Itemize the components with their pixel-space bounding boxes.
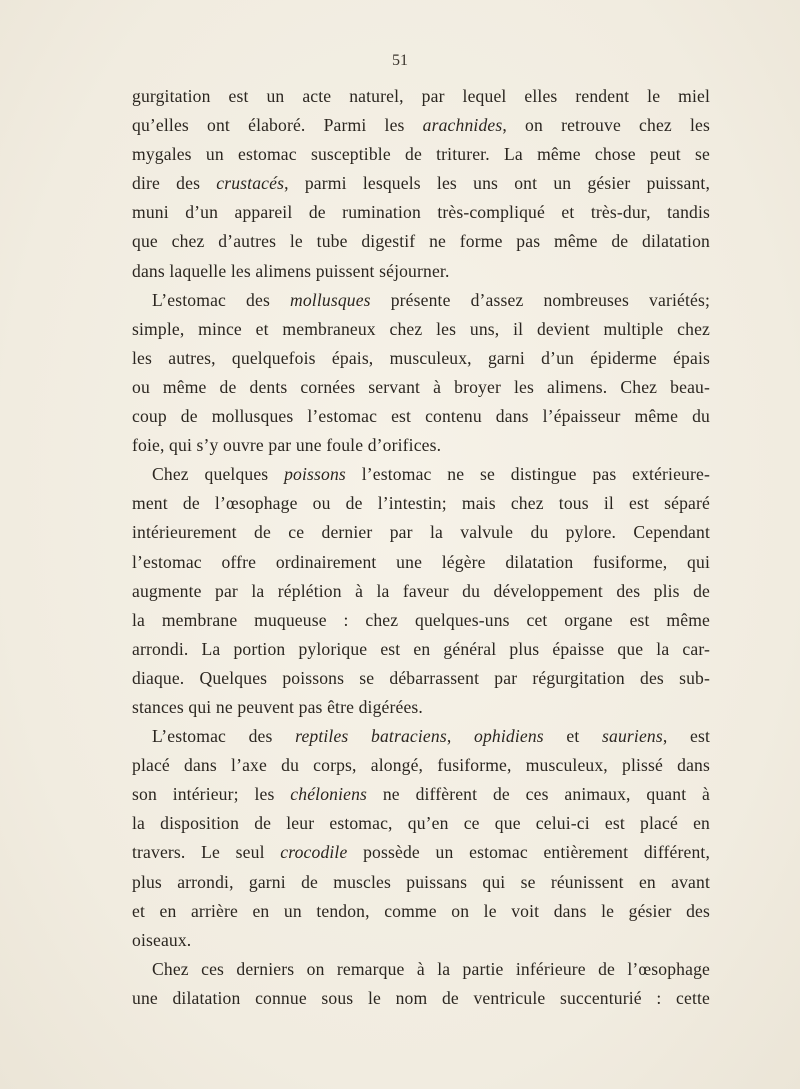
paragraph <box>132 722 710 955</box>
text-line: que chez d’autres le tube digestif ne forme pas même de dilatation <box>132 231 710 252</box>
text-line: dire des crustacés, parmi lesquels les uns ont un gésier puissant, <box>132 173 710 194</box>
text-line: intérieurement de ce dernier par la valvule du pylore. Cependant <box>132 522 710 543</box>
text-line: placé dans l’axe du corps, alongé, fusiforme, musculeux, plissé dans <box>132 755 710 776</box>
paragraph <box>132 82 710 286</box>
paragraph <box>132 955 710 1013</box>
text-line: oiseaux. <box>132 929 192 950</box>
text-line: muni d’un appareil de rumination très-compliqué et très-dur, tandis <box>132 202 710 223</box>
italic-term: chéloniens <box>290 784 368 805</box>
text-line: mygales un estomac susceptible de triturer. La même chose peut se <box>132 144 710 165</box>
text-line: ment de l’œsophage ou de l’intestin; mais chez tous il est séparé <box>132 493 710 514</box>
text-line: L’estomac des mollusques présente d’assez nombreuses variétés; <box>152 289 711 310</box>
italic-term: ophidiens <box>474 726 544 747</box>
italic-term: reptiles batraciens <box>295 726 447 747</box>
italic-term: crustacés <box>216 173 285 194</box>
text-line: les autres, quelquefois épais, musculeux, garni d’un épiderme épais <box>132 347 710 368</box>
text-line: qu’elles ont élaboré. Parmi les arachnides, on retrouve chez les <box>132 115 710 136</box>
text-line: plus arrondi, garni de muscles puissans qui se réunissent en avant <box>132 871 710 892</box>
italic-term: arachnides <box>422 115 503 136</box>
text-line: une dilatation connue sous le nom de ventricule succenturié : cette <box>132 987 710 1008</box>
text-line: coup de mollusques l’estomac est contenu dans l’épaisseur même du <box>132 406 710 427</box>
paragraph <box>132 460 710 722</box>
text-line: diaque. Quelques poissons se débarrassent par régurgitation des sub- <box>132 667 710 688</box>
text-line: gurgitation est un acte naturel, par lequel elles rendent le miel <box>132 86 710 106</box>
italic-term: poissons <box>284 464 346 485</box>
body-text <box>132 82 710 1013</box>
text-line: foie, qui s’y ouvre par une foule d’orifices. <box>132 435 442 456</box>
text-line: dans laquelle les alimens puissent séjourner. <box>132 260 450 281</box>
text-line: ou même de dents cornées servant à broyer les alimens. Chez beau- <box>132 376 710 397</box>
italic-term: crocodile <box>280 842 348 863</box>
text-line: son intérieur; les chéloniens ne diffèrent de ces animaux, quant à <box>132 784 711 805</box>
text-line: et en arrière en un tendon, comme on le voit dans le gésier des <box>132 900 710 921</box>
text-line: L’estomac des reptiles batraciens, ophidiens et sauriens, est <box>152 726 710 747</box>
text-line: l’estomac offre ordinairement une légère dilatation fusiforme, qui <box>132 551 710 572</box>
text-line: la membrane muqueuse : chez quelques-uns cet organe est même <box>132 609 710 630</box>
paragraph <box>132 286 710 461</box>
text-line: Chez quelques poissons l’estomac ne se distingue pas extérieure- <box>152 464 710 485</box>
text-line: travers. Le seul crocodile possède un estomac entièrement différent, <box>132 842 710 863</box>
text-line: simple, mince et membraneux chez les uns, il devient multiple chez <box>132 318 710 339</box>
text-line: la disposition de leur estomac, qu’en ce que celui-ci est placé en <box>132 813 710 834</box>
text-line: augmente par la réplétion à la faveur du développement des plis de <box>132 580 710 601</box>
page-number: 51 <box>392 52 408 69</box>
text-line: stances qui ne peuvent pas être digérées. <box>132 696 423 717</box>
italic-term: sauriens <box>602 726 663 747</box>
italic-term: mollusques <box>290 289 371 310</box>
text-line: Chez ces derniers on remarque à la partie inférieure de l’œsophage <box>152 958 710 979</box>
text-line: arrondi. La portion pylorique est en général plus épaisse que la car- <box>132 638 710 659</box>
